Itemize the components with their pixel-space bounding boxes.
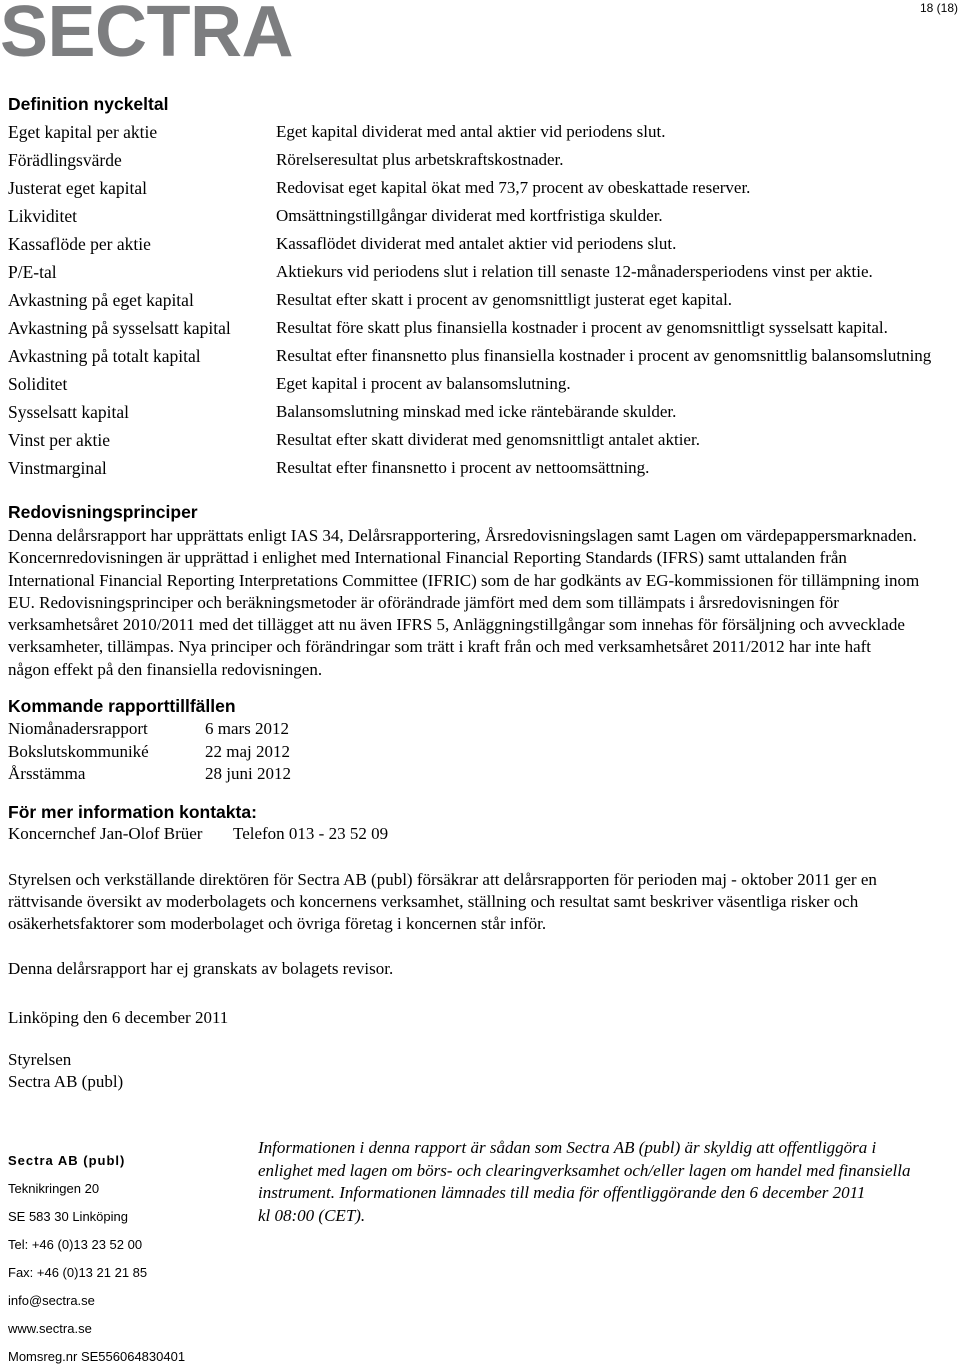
definition-text: Kassaflödet dividerat med antalet aktier vid periodens slut. bbox=[276, 234, 677, 253]
definition-text: Resultat efter finansnetto i procent av nettoomsättning. bbox=[276, 458, 650, 477]
definition-text: Rörelseresultat plus arbetskraftskostnader. bbox=[276, 150, 564, 169]
definition-row bbox=[0, 230, 960, 258]
report-name: Årsstämma bbox=[8, 764, 86, 783]
paragraph-line: Styrelsen och verkställande direktören för Sectra AB (publ) försäkrar att delårsrapporten för perioden maj - oktober 2011 ger en bbox=[8, 870, 877, 889]
report-date: 6 mars 2012 bbox=[205, 719, 290, 738]
footer-website: www.sectra.se bbox=[8, 1321, 92, 1336]
definition-row bbox=[0, 454, 960, 482]
page-number: 18 (18) bbox=[919, 1, 958, 15]
footer-fax: Fax: +46 (0)13 21 21 85 bbox=[8, 1265, 148, 1280]
definition-row bbox=[0, 314, 960, 342]
accounting-principles-heading: Redovisningsprinciper bbox=[8, 502, 198, 522]
board-statement bbox=[8, 869, 877, 935]
contact-heading: För mer information kontakta: bbox=[8, 802, 257, 822]
definition-row bbox=[0, 398, 960, 426]
footer-phone: Tel: +46 (0)13 23 52 00 bbox=[8, 1237, 143, 1252]
report-row bbox=[0, 741, 400, 764]
definition-term: Avkastning på sysselsatt kapital bbox=[8, 318, 231, 338]
definition-row bbox=[0, 146, 960, 174]
footer-address bbox=[8, 1153, 185, 1365]
definition-row bbox=[0, 202, 960, 230]
footer-postal: SE 583 30 Linköping bbox=[8, 1209, 128, 1224]
paragraph-line: Koncernredovisningen är upprättad i enlighet med International Financial Reporting Standards (IFRS) samt uttalanden från bbox=[8, 548, 847, 568]
contact-line bbox=[0, 823, 500, 845]
definition-term: Kassaflöde per aktie bbox=[8, 234, 151, 254]
signature-board: Styrelsen bbox=[8, 1050, 72, 1069]
definitions-heading: Definition nyckeltal bbox=[8, 94, 169, 114]
definition-term: Vinst per aktie bbox=[8, 430, 110, 450]
definition-term: Likviditet bbox=[8, 206, 78, 226]
disclosure-line: instrument. Informationen lämnades till media för offentliggörande den 6 december 2011 bbox=[258, 1183, 866, 1203]
upcoming-reports-heading: Kommande rapporttillfällen bbox=[8, 696, 236, 716]
definition-term: Justerat eget kapital bbox=[8, 178, 147, 198]
definition-row bbox=[0, 258, 960, 286]
definition-row bbox=[0, 174, 960, 202]
definition-text: Balansomslutning minskad med icke räntebärande skulder. bbox=[276, 402, 677, 421]
audit-note: Denna delårsrapport har ej granskats av bolagets revisor. bbox=[8, 959, 394, 978]
definition-row bbox=[0, 426, 960, 454]
definition-row bbox=[0, 342, 960, 370]
definition-term: Soliditet bbox=[8, 374, 68, 394]
report-date: 28 juni 2012 bbox=[205, 764, 291, 783]
disclosure-line: Informationen i denna rapport är sådan som Sectra AB (publ) är skyldig att offentliggöra i bbox=[258, 1138, 877, 1157]
report-row bbox=[0, 718, 400, 741]
place-date: Linköping den 6 december 2011 bbox=[8, 1008, 229, 1027]
report-date: 22 maj 2012 bbox=[205, 741, 290, 761]
footer-disclosure bbox=[258, 1137, 910, 1228]
paragraph-line: verksamhetsåret 2010/2011 med det tillägget att nu även IFRS 5, Anläggningstillgångar som innehas för försäljning och avvecklade bbox=[8, 615, 905, 635]
disclosure-line: enlighet med lagen om börs- och clearingverksamhet och/eller lagen om handel med finansiella bbox=[258, 1160, 911, 1180]
sectra-logo: SECTRA bbox=[0, 0, 294, 72]
definition-text: Omsättningstillgångar dividerat med kortfristiga skulder. bbox=[276, 206, 663, 225]
disclosure-line: kl 08:00 (CET). bbox=[258, 1206, 366, 1226]
paragraph-line: verksamheter, tillämpas. Nya principer och förändringar som trätt i kraft från och med verksamhetsåret 2011/2012 har inte haft bbox=[8, 637, 872, 657]
paragraph-line: någon effekt på den finansiella redovisningen. bbox=[8, 659, 323, 679]
accounting-principles-paragraph bbox=[8, 525, 919, 681]
definition-term: Avkastning på eget kapital bbox=[8, 290, 194, 310]
contact-phone: Telefon 013 - 23 52 09 bbox=[233, 824, 389, 843]
definition-text: Eget kapital i procent av balansomslutning. bbox=[276, 374, 571, 393]
paragraph-line: rättvisande översikt av moderbolagets och koncernens verksamhet, ställning och resultat samt beskriver väsentliga risker och bbox=[8, 892, 859, 911]
footer-street: Teknikringen 20 bbox=[8, 1181, 100, 1196]
footer-company-name: Sectra AB (publ) bbox=[8, 1153, 126, 1168]
upcoming-reports-table bbox=[0, 718, 400, 786]
definition-text: Redovisat eget kapital ökat med 73,7 procent av obeskattade reserver. bbox=[276, 178, 751, 197]
paragraph-line: International Financial Reporting Interpretations Committee (IFRIC) som de har godkänts av EG-kommissionen för tillämpning inom bbox=[8, 570, 920, 590]
contact-person: Koncernchef Jan-Olof Brüer bbox=[8, 824, 203, 843]
definition-text: Eget kapital dividerat med antal aktier vid periodens slut. bbox=[276, 122, 666, 141]
definition-term: Avkastning på totalt kapital bbox=[8, 346, 201, 366]
report-row bbox=[0, 763, 400, 786]
definition-row bbox=[0, 286, 960, 314]
definition-term: P/E-tal bbox=[8, 262, 57, 282]
definition-text: Aktiekurs vid periodens slut i relation till senaste 12-månadersperiodens vinst per aktie. bbox=[276, 262, 873, 281]
definition-text: Resultat efter skatt dividerat med genomsnittligt antalet aktier. bbox=[276, 430, 700, 449]
definition-term: Eget kapital per aktie bbox=[8, 122, 158, 142]
definition-row bbox=[0, 118, 960, 146]
definition-term: Sysselsatt kapital bbox=[8, 402, 130, 422]
definition-text: Resultat före skatt plus finansiella kostnader i procent av genomsnittligt sysselsatt kapital. bbox=[276, 318, 888, 337]
footer-vat-number: Momsreg.nr SE556064830401 bbox=[8, 1349, 186, 1364]
definition-term: Vinstmarginal bbox=[8, 458, 107, 478]
footer-email: info@sectra.se bbox=[8, 1293, 95, 1308]
paragraph-line: EU. Redovisningsprinciper och beräkningsmetoder är oförändrade jämfört med dem som tillämpats i årsredovisningen för bbox=[8, 592, 839, 612]
definition-term: Förädlingsvärde bbox=[8, 150, 122, 170]
definitions-table bbox=[0, 118, 960, 482]
definition-text: Resultat efter skatt i procent av genomsnittligt justerat eget kapital. bbox=[276, 290, 733, 309]
paragraph-line: Denna delårsrapport har upprättats enligt IAS 34, Delårsrapportering, Årsredovisningslagen samt Lagen om värdepappersmarknaden. bbox=[8, 526, 917, 545]
definition-row bbox=[0, 370, 960, 398]
definition-text: Resultat efter finansnetto plus finansiella kostnader i procent av genomsnittlig balansomslutning bbox=[276, 346, 932, 365]
paragraph-line: osäkerhetsfaktorer som moderbolaget och övriga företag i koncernen står inför. bbox=[8, 914, 547, 933]
report-name: Bokslutskommuniké bbox=[8, 741, 149, 761]
report-name: Niomånadersrapport bbox=[8, 719, 148, 738]
signature-company: Sectra AB (publ) bbox=[8, 1072, 124, 1091]
